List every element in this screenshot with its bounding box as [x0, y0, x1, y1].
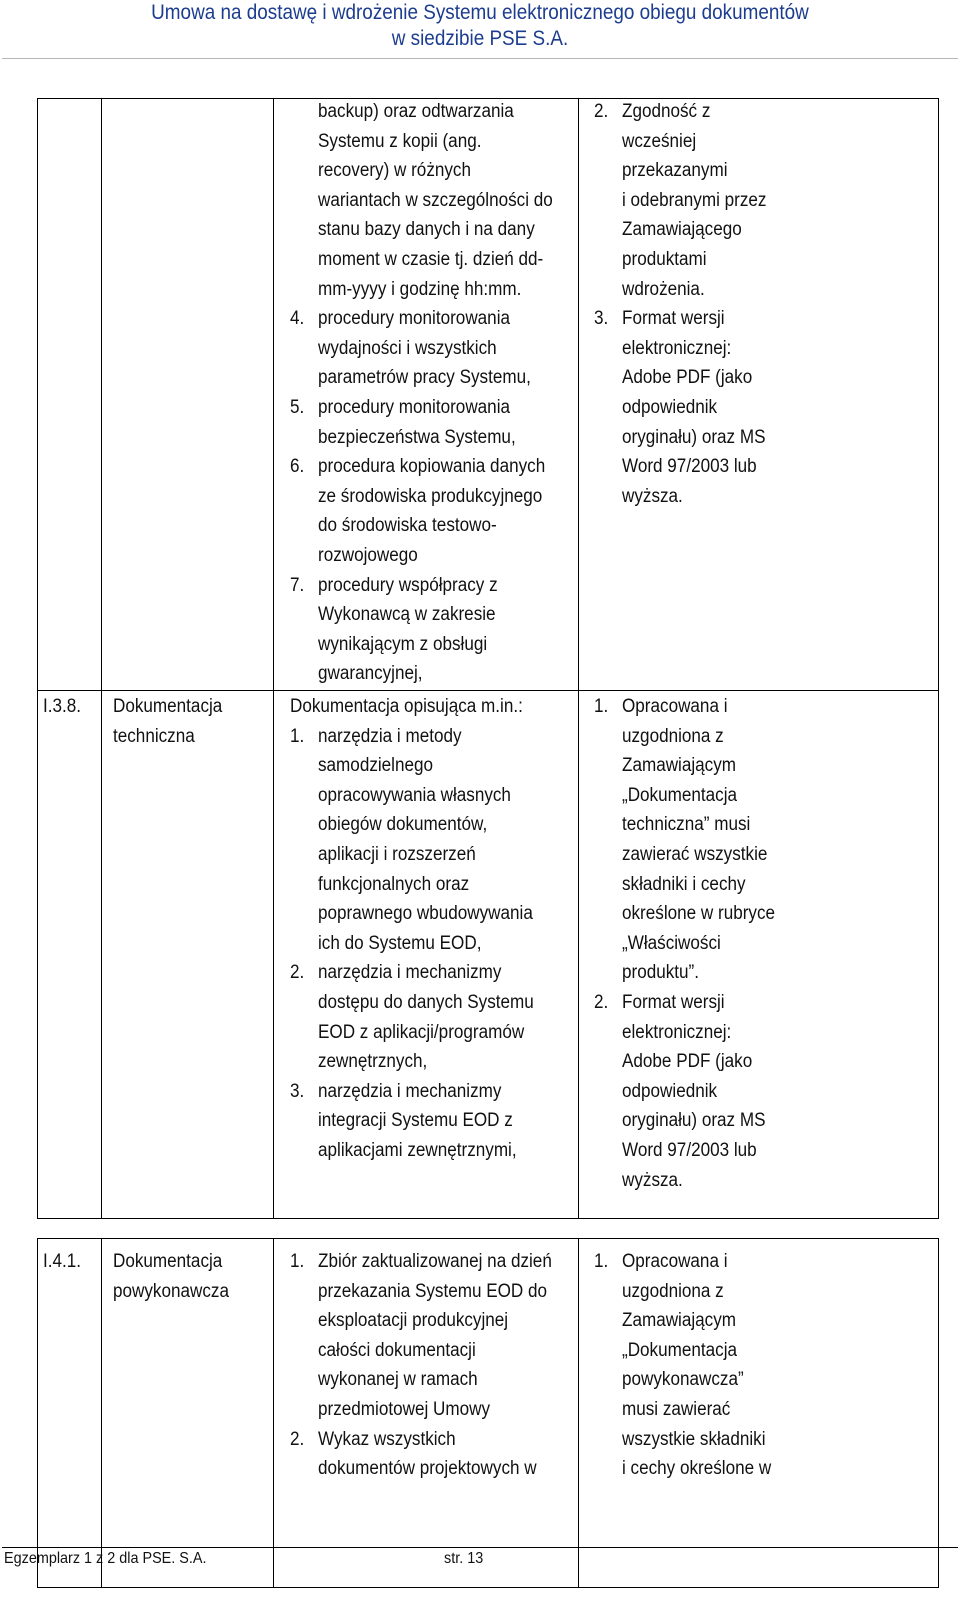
list-text: procedury monitorowania: [318, 308, 511, 330]
list-text: gwarancyjnej,: [318, 663, 423, 685]
list-text: wszystkie składniki: [622, 1428, 766, 1450]
list-text: Zgodność z: [622, 101, 711, 122]
list-number: 5.: [290, 396, 305, 418]
list-line: [290, 1136, 575, 1166]
list-line: [290, 1454, 575, 1484]
list-text: backup) oraz odtwarzania: [318, 101, 514, 122]
list-number: 3.: [594, 308, 609, 330]
list-number: 2.: [290, 962, 305, 984]
list-line: [594, 1306, 934, 1336]
list-text: aplikacjami zewnętrznymi,: [318, 1139, 517, 1161]
list-line: [290, 363, 575, 393]
list-text: funkcjonalnych oraz: [318, 873, 470, 895]
list-text: ze środowiska produkcyjnego: [318, 485, 543, 507]
list-line: [290, 659, 575, 689]
list-text: do środowiska testowo-: [318, 515, 497, 537]
list-text: zewnętrznych,: [318, 1051, 428, 1073]
list-text: mm-yyyy i godzinę hh:mm.: [318, 278, 522, 300]
list-line: [290, 393, 575, 423]
footer-rule: [2, 1547, 958, 1548]
list-text: samodzielnego: [318, 755, 434, 777]
list-line: [594, 1018, 934, 1048]
list-line: [594, 1365, 934, 1395]
list-text: ich do Systemu EOD,: [318, 932, 482, 954]
list-text: EOD z aplikacji/programów: [318, 1021, 525, 1043]
list-text: wariantach w szczególności do: [318, 189, 553, 211]
list-text: wyższa.: [622, 1169, 683, 1191]
list-number: 2.: [594, 991, 609, 1013]
list-line: [594, 1454, 934, 1484]
list-text: elektronicznej:: [622, 337, 732, 359]
list-text: opracowywania własnych: [318, 784, 511, 806]
list-text: i cechy określone w: [622, 1458, 772, 1480]
list-text: dostępu do danych Systemu: [318, 991, 534, 1013]
list-text: musi zawierać: [622, 1398, 731, 1420]
list-text: Word 97/2003 lub: [622, 456, 757, 478]
list-text: przedmiotowej Umowy: [318, 1398, 491, 1420]
list-text: wcześniej: [622, 130, 697, 152]
list-line: [594, 127, 934, 157]
list-line: [594, 304, 934, 334]
list-text: oryginału) oraz MS: [622, 1110, 766, 1132]
list-line: [290, 840, 575, 870]
page-number: str. 13: [444, 1550, 484, 1567]
list-text: Zbiór zaktualizowanej na dzień: [318, 1251, 552, 1272]
list-line: [290, 1018, 575, 1048]
list-text: techniczna” musi: [622, 814, 751, 836]
list-line: [594, 1425, 934, 1455]
list-line: [290, 215, 575, 245]
column-divider: [101, 98, 102, 1219]
list-line: [290, 186, 575, 216]
list-text: wydajności i wszystkich: [318, 337, 497, 359]
list-line: [290, 304, 575, 334]
list-text: recovery) w różnych: [318, 160, 471, 182]
list-number: 1.: [594, 696, 609, 717]
list-text: integracji Systemu EOD z: [318, 1110, 513, 1132]
list-text: parametrów pracy Systemu,: [318, 367, 531, 389]
list-text: wykonanej w ramach: [318, 1369, 478, 1391]
list-text: Opracowana i: [622, 1251, 728, 1272]
column-divider: [273, 98, 274, 1219]
list-number: 7.: [290, 574, 305, 596]
list-line: [594, 781, 934, 811]
list-line: [594, 722, 934, 752]
list-line: [290, 1247, 575, 1277]
list-text: uzgodniona z: [622, 725, 724, 747]
list-text: i odebranymi przez: [622, 189, 767, 211]
list-line: [290, 156, 575, 186]
list-line: [290, 810, 575, 840]
copy-label: Egzemplarz 1 z 2 dla PSE. S.A.: [4, 1550, 207, 1567]
list-text: narzędzia i metody: [318, 725, 462, 747]
list-line: [594, 393, 934, 423]
list-text: przekazanymi: [622, 160, 728, 182]
list-line: [290, 751, 575, 781]
list-text: produktami: [622, 248, 707, 270]
list-text: elektronicznej:: [622, 1021, 732, 1043]
list-text: moment w czasie tj. dzień dd-: [318, 248, 544, 270]
list-line: [290, 423, 575, 453]
header-title-line-2: w siedzibie PSE S.A.: [391, 27, 569, 50]
list-line: [290, 1365, 575, 1395]
list-line: [290, 482, 575, 512]
column-divider: [578, 98, 579, 1219]
list-text: narzędzia i mechanizmy: [318, 1080, 502, 1102]
list-line: [594, 452, 934, 482]
list-line: [290, 334, 575, 364]
list-number: 1.: [290, 1251, 305, 1272]
list-line: [290, 1277, 575, 1307]
list-line: [290, 958, 575, 988]
column-divider: [101, 1238, 102, 1588]
list-text: Word 97/2003 lub: [622, 1139, 757, 1161]
list-text: bezpieczeństwa Systemu,: [318, 426, 516, 448]
list-line: [594, 423, 934, 453]
list-text: „Właściwości: [622, 932, 721, 954]
list-text: procedura kopiowania danych: [318, 456, 546, 478]
row-3-requirements: [594, 1247, 934, 1484]
document-footer: [0, 1547, 960, 1597]
list-text: Opracowana i: [622, 696, 728, 717]
list-text: wyższa.: [622, 485, 683, 507]
list-text: Zamawiającego: [622, 219, 742, 241]
list-text: dokumentów projektowych w: [318, 1458, 537, 1480]
list-text: Wykaz wszystkich: [318, 1428, 456, 1450]
row-divider: [37, 690, 939, 691]
list-number: 3.: [290, 1080, 305, 1102]
list-text: poprawnego wbudowywania: [318, 903, 533, 925]
list-text: narzędzia i mechanizmy: [318, 962, 502, 984]
list-number: 6.: [290, 456, 305, 478]
list-line: [594, 1047, 934, 1077]
list-line: [290, 899, 575, 929]
list-text: odpowiednik: [622, 396, 718, 418]
list-text: procedury monitorowania: [318, 396, 511, 418]
list-line: [290, 600, 575, 630]
list-line: [290, 1106, 575, 1136]
list-line: [594, 958, 934, 988]
list-line: [290, 1336, 575, 1366]
list-line: [594, 1395, 934, 1425]
row-3-id: I.4.1.: [43, 1251, 82, 1272]
list-line: [290, 1425, 575, 1455]
header-rule: [2, 58, 958, 59]
document-header: [48, 0, 912, 58]
list-line: [290, 1047, 575, 1077]
row-2-name: Dokumentacja techniczna: [113, 696, 223, 747]
list-line: [594, 810, 934, 840]
list-line: [290, 1395, 575, 1425]
list-line: [594, 1166, 934, 1196]
list-line: [290, 929, 575, 959]
list-text: uzgodniona z: [622, 1280, 724, 1302]
list-text: Format wersji: [622, 308, 725, 330]
list-line: [290, 781, 575, 811]
row-3-description: [290, 1247, 575, 1484]
list-line: [594, 482, 934, 512]
list-line: [290, 452, 575, 482]
list-line: [290, 97, 575, 127]
list-number: 4.: [290, 308, 305, 330]
list-line: [290, 571, 575, 601]
list-line: [594, 751, 934, 781]
list-text: wdrożenia.: [622, 278, 705, 300]
list-text: oryginału) oraz MS: [622, 426, 766, 448]
list-number: 1.: [290, 725, 305, 747]
list-line: [594, 1136, 934, 1166]
list-line: [290, 722, 575, 752]
list-text: Systemu z kopii (ang.: [318, 130, 482, 152]
list-line: [594, 186, 934, 216]
list-text: procedury współpracy z: [318, 574, 498, 596]
list-text: Format wersji: [622, 991, 725, 1013]
list-text: wynikającym z obsługi: [318, 633, 488, 655]
list-text: „Dokumentacja: [622, 784, 738, 806]
list-text: „Dokumentacja: [622, 1339, 738, 1361]
column-divider: [273, 1238, 274, 1588]
list-text: powykonawcza”: [622, 1369, 744, 1391]
list-line: [594, 1106, 934, 1136]
list-line: [290, 541, 575, 571]
list-text: aplikacji i rozszerzeń: [318, 843, 476, 865]
list-text: odpowiednik: [622, 1080, 718, 1102]
list-line: [290, 127, 575, 157]
row-2-description-title: Dokumentacja opisująca m.in.:: [290, 696, 523, 717]
list-text: Adobe PDF (jako: [622, 367, 753, 389]
list-line: [594, 156, 934, 186]
list-number: 2.: [290, 1428, 305, 1450]
list-line: [594, 692, 934, 722]
list-line: [290, 1077, 575, 1107]
list-text: rozwojowego: [318, 544, 418, 566]
list-text: Adobe PDF (jako: [622, 1051, 753, 1073]
list-line: [290, 511, 575, 541]
list-line: [594, 899, 934, 929]
list-text: produktu”.: [622, 962, 699, 984]
list-line: [290, 870, 575, 900]
list-text: Zamawiającym: [622, 755, 737, 777]
list-line: [594, 1336, 934, 1366]
row-2-id: I.3.8.: [43, 696, 82, 717]
list-line: [594, 1077, 934, 1107]
list-text: składniki i cechy: [622, 873, 746, 895]
list-line: [594, 215, 934, 245]
list-line: [594, 1247, 934, 1277]
list-line: [594, 245, 934, 275]
list-line: [594, 929, 934, 959]
row-1-requirements: [594, 97, 934, 511]
list-text: określone w rubryce: [622, 903, 776, 925]
list-text: Wykonawcą w zakresie: [318, 604, 496, 626]
column-divider: [578, 1238, 579, 1588]
row-3-name: Dokumentacja powykonawcza: [113, 1251, 229, 1302]
list-text: całości dokumentacji: [318, 1339, 476, 1361]
list-text: stanu bazy danych i na dany: [318, 219, 535, 241]
list-line: [594, 97, 934, 127]
list-line: [594, 334, 934, 364]
list-text: zawierać wszystkie: [622, 843, 768, 865]
list-line: [594, 840, 934, 870]
list-text: przekazania Systemu EOD do: [318, 1280, 548, 1302]
list-line: [594, 988, 934, 1018]
list-line: [594, 870, 934, 900]
list-number: 2.: [594, 101, 609, 122]
header-title-line-1: Umowa na dostawę i wdrożenie Systemu elektronicznego obiegu dokumentów: [151, 1, 809, 24]
list-number: 1.: [594, 1251, 609, 1272]
list-text: eksploatacji produkcyjnej: [318, 1310, 509, 1332]
row-1-description: [290, 97, 575, 689]
row-2-description: [290, 692, 575, 1166]
list-text: obiegów dokumentów,: [318, 814, 488, 836]
row-2-requirements: [594, 692, 934, 1195]
row-2-description-list: [290, 722, 575, 1166]
list-line: [594, 363, 934, 393]
list-line: [290, 245, 575, 275]
list-line: [290, 1306, 575, 1336]
list-line: [594, 1277, 934, 1307]
list-line: [290, 275, 575, 305]
list-text: Zamawiającym: [622, 1310, 737, 1332]
list-line: [290, 630, 575, 660]
list-line: [594, 275, 934, 305]
list-line: [290, 988, 575, 1018]
